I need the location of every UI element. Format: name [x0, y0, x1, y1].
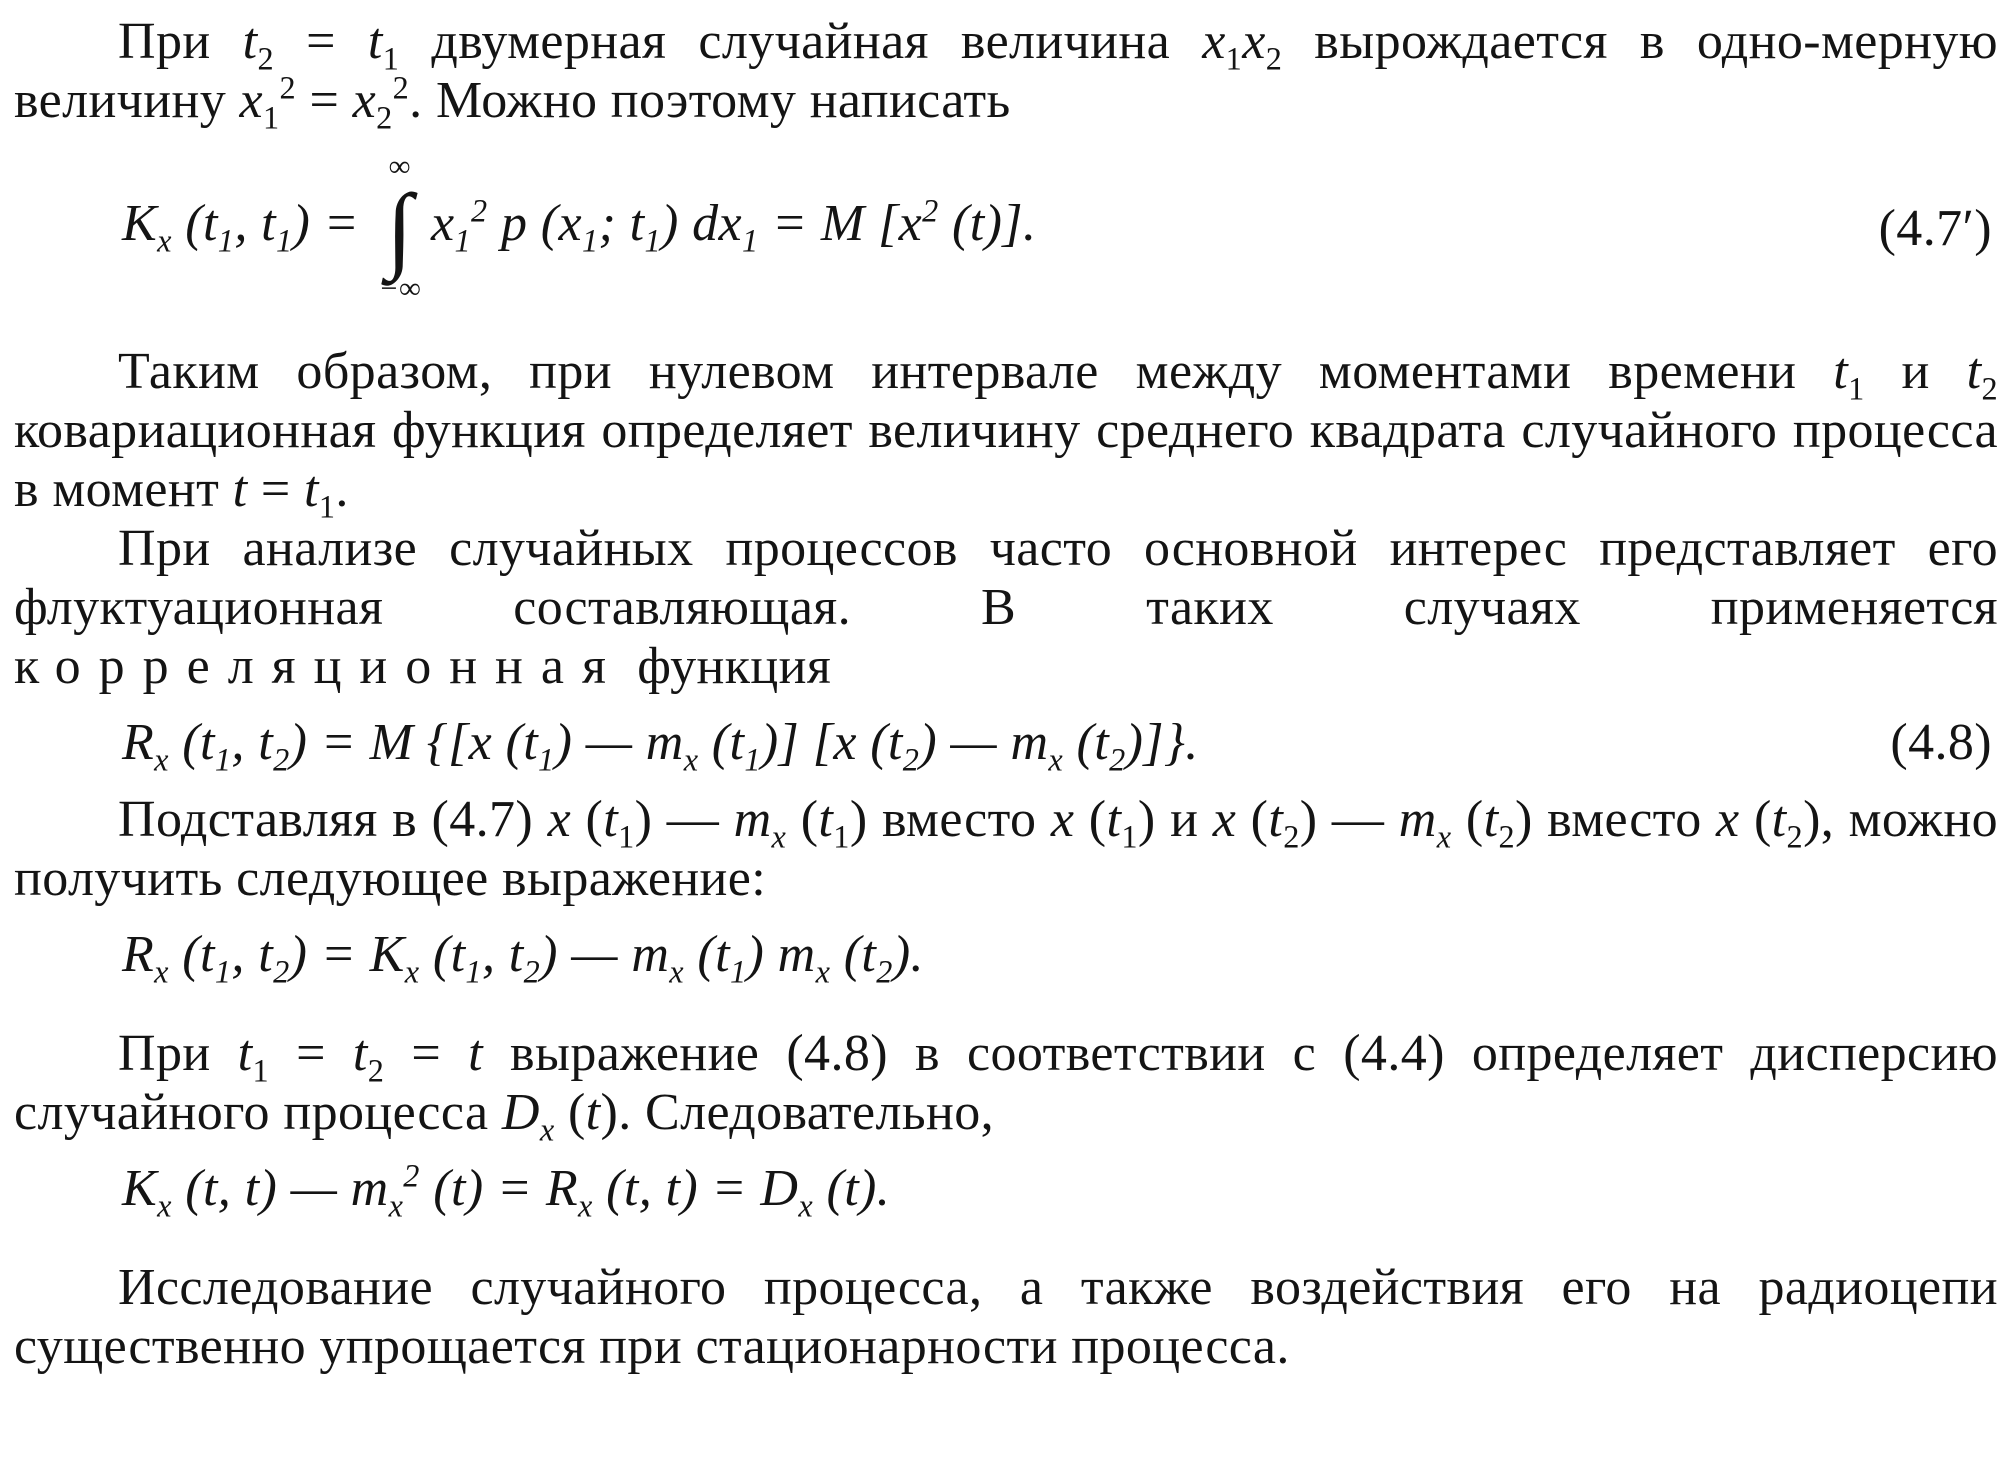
- paragraph-degenerate: При $t_2 = t_1$ двумерная случайная величина $x_1x_2$ вырождается в одно-мерную величину $x_1^2 = x_2^2$. Можно поэтому написать: [14, 13, 1999, 136]
- equation-number: (4.8): [1890, 713, 1992, 771]
- paragraph-dispersion: При $t_1 = t_2 = t$ выражение (4.8) в соответствии с (4.4) определяет дисперсию случайного процесса $D_x$ (t). Следовательно,: [14, 1025, 1999, 1148]
- equation-dispersion: [14, 1152, 1998, 1224]
- equation-body: $K_x$ (t, t) — $m_x^2$ $(t) = R_x$ (t, $t) = D_x$ (t).: [122, 1157, 891, 1223]
- paragraph-stationarity: Исследование случайного процесса, а также воздействия его на радиоцепи существенно упрощается при стационарности процесса.: [14, 1259, 1998, 1375]
- equation-4-8: [14, 706, 1998, 778]
- paragraph-correlation-intro: При анализе случайных процессов часто основной интерес представляет его флуктуационная составляющая. В таких случаях применяется корреляционная функция: [14, 520, 1998, 695]
- equation-body: $R_x$ ($t_1$, $t_2) = K_x$ ($t_1$, $t_2$) — $m_x$ $(t_1)$ $m_x$ $(t_2)$.: [122, 925, 924, 989]
- paragraph-zero-interval: Таким образом, при нулевом интервале между моментами времени $t_1$ и $t_2$ ковариационная функция определяет величину среднего квадрата случайного процесса в момент $t = t_1$.: [14, 343, 1998, 525]
- integral-upper-limit: ∞: [388, 150, 411, 183]
- equation-number: (4.7′): [1878, 199, 1992, 257]
- integral-lower-limit: −∞: [378, 272, 421, 305]
- equation-4-7-prime: [14, 148, 1998, 308]
- paragraph-substitution: Подставляя в (4.7) x $(t_1)$ — $m_x$ $(t_1)$ вместо x $(t_1)$ и x $(t_2)$ — $m_x$ $(t_2)$ вместо x $(t_2)$, можно получить следующее выражение:: [14, 791, 1998, 907]
- equation-body: $R_x$ ($t_1$, $t_2) = M$ {[x $(t_1)$ — $m_x$ $(t_1)$] [x $(t_2)$ — $m_x$ $(t_2)$]}.: [122, 713, 1199, 777]
- spaced-term: корреляционная: [14, 638, 624, 695]
- equation-body: $K_x$ ($t_1$, $t_1$) = ∞ ∫ −∞ $x_1^2$ p ($x_1$; $t_1$) $dx_1 = M$ [$x^2$ (t)].: [122, 150, 1037, 305]
- equation-r-k-relation: [14, 918, 1998, 990]
- integral-sign: ∞ ∫ −∞: [378, 150, 421, 305]
